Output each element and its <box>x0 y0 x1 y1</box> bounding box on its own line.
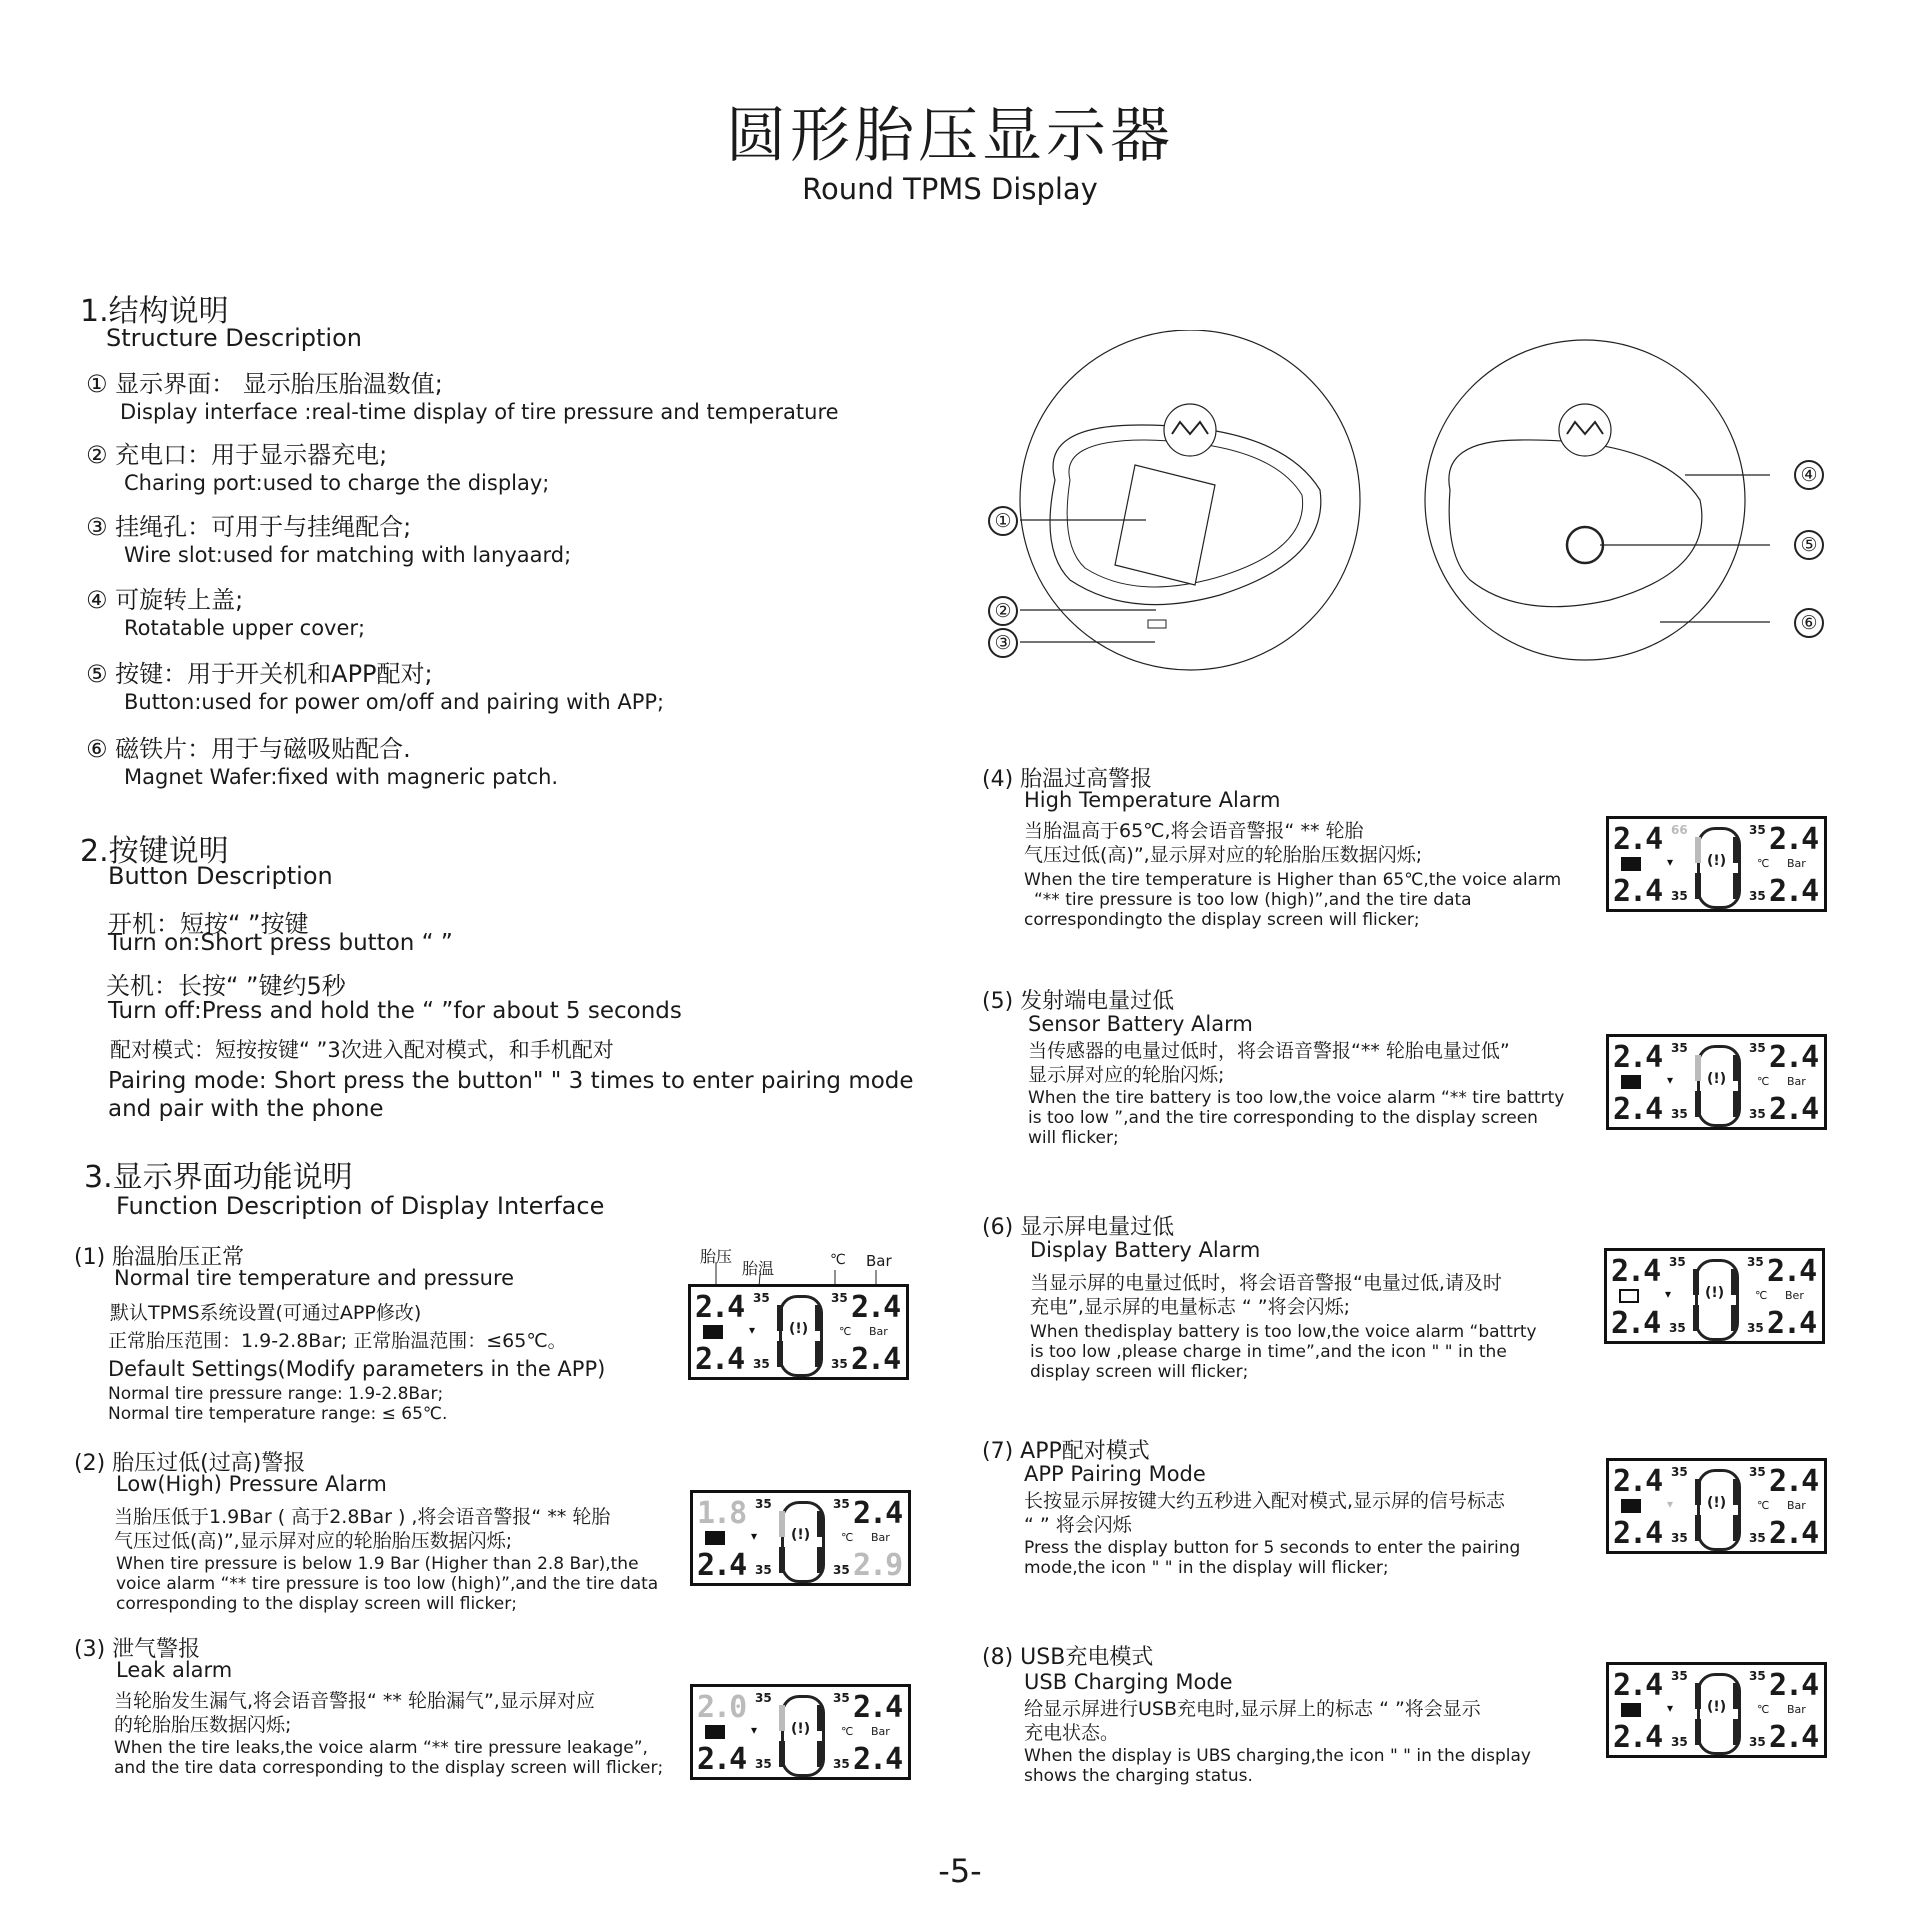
f2-line2: 气压过低(高)”,显示屏对应的轮胎胎压数据闪烁; <box>114 1530 513 1552</box>
callout-1: ① <box>988 506 1018 536</box>
f5-title: (5) 发射端电量过低 <box>982 989 1175 1014</box>
tire-warning-icon: (!) <box>789 1321 809 1337</box>
f6-line4: is too low ,please charge in time”,and the icon " " in the <box>1030 1342 1507 1362</box>
f2-line5: corresponding to the display screen will flicker; <box>116 1594 517 1614</box>
lcd-bar-label: Ber <box>1785 1289 1804 1302</box>
turn-on-en: Turn on:Short press button “ ” <box>108 930 453 956</box>
item-number: ② <box>86 441 108 469</box>
battery-icon <box>705 1531 725 1545</box>
tire-fr-icon <box>1733 1479 1739 1505</box>
lcd-temp-front-left: 35 <box>755 1691 772 1705</box>
lcd-pressure-front-left: 2.4 <box>1613 1464 1662 1499</box>
lcd-temp-front-left: 35 <box>1671 1669 1688 1683</box>
battery-icon <box>1619 1289 1639 1303</box>
lcd-temp-front-right: 35 <box>1749 1041 1766 1055</box>
tire-rl-icon <box>779 1741 785 1767</box>
f2-line4: voice alarm “** tire pressure is too low (high)”,and the tire data <box>116 1574 659 1594</box>
battery-icon <box>705 1725 725 1739</box>
f6-line5: display screen will flicker; <box>1030 1362 1249 1382</box>
battery-icon <box>703 1325 723 1339</box>
turn-on-cn: 开机：短按“ ”按键 <box>108 910 309 938</box>
f3-line4: and the tire data corresponding to the display screen will flicker; <box>114 1758 664 1778</box>
item-cn: 按键：用于开关机和APP配对; <box>115 660 433 688</box>
structure-item-6 <box>86 729 839 790</box>
tire-rr-icon <box>1733 1719 1739 1745</box>
lcd-pressure-rear-left: 2.4 <box>697 1742 746 1777</box>
f6-line1: 当显示屏的电量过低时，将会语音警报“电量过低,请及时 <box>1030 1272 1502 1294</box>
signal-icon: ▾ <box>749 1323 756 1337</box>
lcd-temp-rear-left: 35 <box>1671 1107 1688 1121</box>
tire-fl-icon <box>779 1705 785 1731</box>
lcd-celsius-label: ℃ <box>841 1531 854 1544</box>
f7-title: (7) APP配对模式 <box>982 1439 1150 1464</box>
tire-fl-icon <box>1693 1269 1699 1295</box>
lcd-temp-rear-left: 35 <box>755 1757 772 1771</box>
item-en: Wire slot:used for matching with lanyaard; <box>124 543 572 567</box>
label-celsius: ℃ <box>830 1252 846 1268</box>
f7-line3: Press the display button for 5 seconds to enter the pairing <box>1024 1538 1521 1558</box>
callout-2: ② <box>988 596 1018 626</box>
tire-fr-icon <box>815 1305 821 1331</box>
tire-rl-icon <box>1693 1305 1699 1331</box>
lcd-temp-rear-left: 35 <box>1671 889 1688 903</box>
f1-line3: Default Settings(Modify parameters in the APP) <box>108 1357 606 1381</box>
lcd-temp-rear-right: 35 <box>833 1757 850 1771</box>
f2-subtitle: Low(High) Pressure Alarm <box>116 1472 387 1496</box>
tire-rl-icon <box>1695 1091 1701 1117</box>
tire-warning-icon: (!) <box>791 1721 811 1737</box>
lcd-pressure-front-left: 2.4 <box>1613 1668 1662 1703</box>
structure-item-5 <box>86 654 839 729</box>
tire-warning-icon: (!) <box>1707 1071 1727 1087</box>
pairing-cn: 配对模式：短按按键“ ”3次进入配对模式，和手机配对 <box>110 1038 614 1062</box>
lcd-pressure-rear-right: 2.4 <box>1767 1306 1816 1341</box>
lcd-pressure-front-right: 2.4 <box>853 1496 902 1531</box>
turn-off-cn: 关机：长按“ ”键约5秒 <box>106 972 346 1000</box>
lcd-pressure-front-left: 2.4 <box>695 1290 744 1325</box>
lcd-pressure-rear-left: 2.4 <box>1613 1516 1662 1551</box>
section2-heading: 2.按键说明 <box>80 834 229 869</box>
lcd-temp-rear-right: 35 <box>831 1357 848 1371</box>
battery-icon <box>1621 1703 1641 1717</box>
tire-rr-icon <box>817 1547 823 1573</box>
lcd-pressure-rear-right: 2.4 <box>1769 1092 1818 1127</box>
f6-subtitle: Display Battery Alarm <box>1030 1238 1261 1262</box>
lcd-screen-f6 <box>1604 1248 1825 1344</box>
lcd-temp-front-left: 35 <box>755 1497 772 1511</box>
tire-rr-icon <box>1733 1515 1739 1541</box>
f1-line5: Normal tire temperature range: ≤ 65℃. <box>108 1404 448 1424</box>
label-temperature: 胎温 <box>742 1259 775 1278</box>
lcd-temp-front-left: 35 <box>1669 1255 1686 1269</box>
f6-title: (6) 显示屏电量过低 <box>982 1215 1175 1240</box>
lcd-pressure-front-left: 1.8 <box>697 1496 746 1531</box>
section1-subheading: Structure Description <box>106 324 362 352</box>
f5-subtitle: Sensor Battery Alarm <box>1028 1012 1253 1036</box>
item-cn: 显示界面： 显示胎压胎温数值; <box>115 370 443 398</box>
callout-6: ⑥ <box>1794 608 1824 638</box>
f1-title: (1) 胎温胎压正常 <box>74 1245 245 1270</box>
lcd-pressure-front-right: 2.4 <box>1769 1464 1818 1499</box>
item-number: ③ <box>86 513 108 541</box>
f7-line4: mode,the icon " " in the display will flicker; <box>1024 1558 1389 1578</box>
lcd-pressure-rear-left: 2.4 <box>697 1548 746 1583</box>
tire-fl-icon <box>1695 837 1701 863</box>
signal-icon: ▾ <box>751 1723 758 1737</box>
f1-line4: Normal tire pressure range: 1.9-2.8Bar; <box>108 1384 444 1404</box>
tire-fl-icon <box>1695 1055 1701 1081</box>
lcd-temp-front-right: 35 <box>1747 1255 1764 1269</box>
item-number: ⑥ <box>86 735 108 763</box>
lcd-screen-f4 <box>1606 816 1827 912</box>
f4-line1: 当胎温高于65℃,将会语音警报“ ** 轮胎 <box>1024 820 1364 842</box>
item-en: Charing port:used to charge the display; <box>124 471 550 495</box>
f3-subtitle: Leak alarm <box>116 1658 233 1682</box>
callout-3: ③ <box>988 628 1018 658</box>
lcd-pressure-front-right: 2.4 <box>1769 822 1818 857</box>
battery-icon <box>1621 1075 1641 1089</box>
tire-rr-icon <box>1731 1305 1737 1331</box>
f5-line4: is too low ”,and the tire corresponding to the display screen <box>1028 1108 1538 1128</box>
lcd-temp-rear-right: 35 <box>1749 1107 1766 1121</box>
section3-subheading: Function Description of Display Interface <box>116 1192 605 1220</box>
tire-rl-icon <box>1695 1515 1701 1541</box>
item-en: Magnet Wafer:fixed with magneric patch. <box>124 765 559 789</box>
item-cn: 可旋转上盖; <box>115 586 244 614</box>
tire-rr-icon <box>1733 873 1739 899</box>
tire-rl-icon <box>1695 1719 1701 1745</box>
lcd-pressure-rear-left: 2.4 <box>1613 1720 1662 1755</box>
lcd-celsius-label: ℃ <box>1755 1289 1768 1302</box>
tire-fl-icon <box>1695 1479 1701 1505</box>
battery-icon <box>1621 857 1641 871</box>
f7-line2: “ ” 将会闪烁 <box>1024 1514 1132 1536</box>
lcd-temp-front-right: 35 <box>831 1291 848 1305</box>
device-back-illustration <box>1425 340 1770 660</box>
item-number: ④ <box>86 586 108 614</box>
lcd-temp-front-left: 35 <box>753 1291 770 1305</box>
lcd-temp-front-right: 35 <box>833 1691 850 1705</box>
structure-item-4 <box>86 580 839 654</box>
tire-fr-icon <box>1733 1055 1739 1081</box>
tire-warning-icon: (!) <box>791 1527 811 1543</box>
lcd-temp-rear-left: 35 <box>1669 1321 1686 1335</box>
lcd-pressure-rear-right: 2.4 <box>851 1342 900 1377</box>
f5-line1: 当传感器的电量过低时，将会语音警报“** 轮胎电量过低” <box>1028 1040 1510 1062</box>
lcd-celsius-label: ℃ <box>1757 1075 1770 1088</box>
structure-item-3 <box>86 507 839 580</box>
f1-line1: 默认TPMS系统设置(可通过APP修改) <box>110 1302 422 1324</box>
item-number: ⑤ <box>86 660 108 688</box>
f8-line4: shows the charging status. <box>1024 1766 1253 1786</box>
lcd-celsius-label: ℃ <box>1757 1499 1770 1512</box>
lcd-temp-rear-right: 35 <box>1749 1735 1766 1749</box>
lcd-temp-rear-left: 35 <box>1671 1735 1688 1749</box>
turn-off-en: Turn off:Press and hold the “ ”for about 5 seconds <box>108 998 682 1024</box>
tire-rr-icon <box>1733 1091 1739 1117</box>
lcd-pressure-front-right: 2.4 <box>853 1690 902 1725</box>
f5-line5: will flicker; <box>1028 1128 1119 1148</box>
label-pressure: 胎压 <box>700 1247 733 1266</box>
f8-line2: 充电状态。 <box>1024 1722 1120 1744</box>
section2-subheading: Button Description <box>108 862 333 890</box>
lcd-bar-label: Bar <box>871 1725 890 1738</box>
f2-line3: When tire pressure is below 1.9 Bar (Higher than 2.8 Bar),the <box>116 1554 639 1574</box>
item-cn: 挂绳孔：可用于与挂绳配合; <box>115 513 412 541</box>
f4-title: (4) 胎温过高警报 <box>982 767 1153 792</box>
lcd-pressure-front-left: 2.4 <box>1613 822 1662 857</box>
structure-item-2 <box>86 435 839 507</box>
lcd-temp-front-left: 35 <box>1671 1465 1688 1479</box>
lcd-temp-rear-right: 35 <box>1749 1531 1766 1545</box>
label-bar: Bar <box>866 1252 892 1270</box>
item-cn: 磁铁片：用于与磁吸贴配合. <box>115 735 411 763</box>
lcd-pressure-front-left: 2.4 <box>1611 1254 1660 1289</box>
tire-warning-icon: (!) <box>1707 1495 1727 1511</box>
f4-line4: “** tire pressure is too low (high)”,and the tire data <box>1034 890 1472 910</box>
lcd-pressure-rear-left: 2.4 <box>1613 1092 1662 1127</box>
lcd-temp-front-left: 66 <box>1671 823 1688 837</box>
f4-subtitle: High Temperature Alarm <box>1024 788 1281 812</box>
f1-subtitle: Normal tire temperature and pressure <box>114 1266 515 1290</box>
f3-line3: When the tire leaks,the voice alarm “** tire pressure leakage”, <box>114 1738 648 1758</box>
signal-icon: ▾ <box>1667 1701 1674 1715</box>
lcd-pressure-rear-right: 2.4 <box>1769 1516 1818 1551</box>
lcd-temp-front-right: 35 <box>1749 823 1766 837</box>
lcd-screen-f7 <box>1606 1458 1827 1554</box>
structure-item-1 <box>86 364 839 435</box>
f8-title: (8) USB充电模式 <box>982 1645 1154 1670</box>
tire-fr-icon <box>1733 837 1739 863</box>
item-en: Button:used for power om/off and pairing with APP; <box>124 690 665 714</box>
tire-rl-icon <box>1695 873 1701 899</box>
lcd-celsius-label: ℃ <box>839 1325 852 1338</box>
signal-icon: ▾ <box>1665 1287 1672 1301</box>
f6-line3: When thedisplay battery is too low,the voice alarm “battrty <box>1030 1322 1537 1342</box>
lcd-temp-rear-right: 35 <box>1749 889 1766 903</box>
lcd-bar-label: Bar <box>1787 857 1806 870</box>
f7-line1: 长按显示屏按键大约五秒进入配对模式,显示屏的信号标志 <box>1024 1490 1506 1512</box>
f4-line2: 气压过低(高)”,显示屏对应的轮胎胎压数据闪烁; <box>1024 844 1423 866</box>
lcd-pressure-rear-left: 2.4 <box>1613 874 1662 909</box>
tire-fr-icon <box>1733 1683 1739 1709</box>
lcd-pressure-rear-right: 2.4 <box>1769 874 1818 909</box>
page-number: -5- <box>938 1852 982 1890</box>
lcd-pressure-front-right: 2.4 <box>1767 1254 1816 1289</box>
pairing-en-1: Pairing mode: Short press the button" " 3 times to enter pairing mode <box>108 1068 914 1094</box>
lcd-celsius-label: ℃ <box>1757 1703 1770 1716</box>
lcd-temp-rear-right: 35 <box>1747 1321 1764 1335</box>
tire-fl-icon <box>779 1511 785 1537</box>
structure-list <box>86 364 839 790</box>
tire-warning-icon: (!) <box>1707 1699 1727 1715</box>
tire-rr-icon <box>815 1341 821 1367</box>
battery-icon <box>1621 1499 1641 1513</box>
tire-rr-icon <box>817 1741 823 1767</box>
page-subtitle: Round TPMS Display <box>802 172 1098 206</box>
item-number: ① <box>86 370 108 398</box>
lcd-pressure-front-left: 2.0 <box>697 1690 746 1725</box>
f4-line3: When the tire temperature is Higher than 65℃,the voice alarm <box>1024 870 1562 890</box>
f2-line1: 当胎压低于1.9Bar ( 高于2.8Bar ) ,将会语音警报“ ** 轮胎 <box>114 1506 611 1528</box>
signal-icon: ▾ <box>1667 1497 1674 1511</box>
f8-subtitle: USB Charging Mode <box>1024 1670 1233 1694</box>
tire-rl-icon <box>777 1341 783 1367</box>
tire-fr-icon <box>817 1705 823 1731</box>
f8-line1: 给显示屏进行USB充电时,显示屏上的标志 “ ”将会显示 <box>1024 1698 1481 1720</box>
lcd-temp-rear-left: 35 <box>1671 1531 1688 1545</box>
lcd-bar-label: Bar <box>1787 1703 1806 1716</box>
tire-fl-icon <box>1695 1683 1701 1709</box>
lcd-pressure-rear-left: 2.4 <box>695 1342 744 1377</box>
signal-icon: ▾ <box>1667 1073 1674 1087</box>
lcd-screen-f1 <box>688 1284 909 1380</box>
f1-line2: 正常胎压范围：1.9-2.8Bar; 正常胎温范围：≤65℃。 <box>108 1330 567 1352</box>
tire-warning-icon: (!) <box>1707 853 1727 869</box>
lcd-pressure-front-right: 2.4 <box>1769 1668 1818 1703</box>
lcd-pressure-rear-right: 2.9 <box>853 1548 902 1583</box>
tire-fr-icon <box>1731 1269 1737 1295</box>
f8-line3: When the display is UBS charging,the icon " " in the display <box>1024 1746 1531 1766</box>
item-cn: 充电口：用于显示器充电; <box>115 441 388 469</box>
lcd-screen-f3 <box>690 1684 911 1780</box>
lcd-celsius-label: ℃ <box>1757 857 1770 870</box>
tire-rl-icon <box>779 1547 785 1573</box>
pairing-en-2: and pair with the phone <box>108 1096 384 1122</box>
lcd-temp-rear-left: 35 <box>753 1357 770 1371</box>
lcd-bar-label: Bar <box>1787 1075 1806 1088</box>
lcd-pressure-rear-right: 2.4 <box>1769 1720 1818 1755</box>
f5-line2: 显示屏对应的轮胎闪烁; <box>1028 1064 1225 1086</box>
lcd-temp-rear-right: 35 <box>833 1563 850 1577</box>
signal-icon: ▾ <box>751 1529 758 1543</box>
lcd-screen-f2 <box>690 1490 911 1586</box>
callout-5: ⑤ <box>1794 530 1824 560</box>
item-en: Display interface :real-time display of tire pressure and temperature <box>120 400 839 424</box>
lcd-pressure-front-right: 2.4 <box>1769 1040 1818 1075</box>
lcd-celsius-label: ℃ <box>841 1725 854 1738</box>
lcd-bar-label: Bar <box>871 1531 890 1544</box>
lcd-temp-front-right: 35 <box>833 1497 850 1511</box>
f5-line3: When the tire battery is too low,the voice alarm “** tire battrty <box>1028 1088 1565 1108</box>
tire-fr-icon <box>817 1511 823 1537</box>
item-en: Rotatable upper cover; <box>124 616 366 640</box>
f3-line2: 的轮胎胎压数据闪烁; <box>114 1714 292 1736</box>
lcd-temp-front-right: 35 <box>1749 1465 1766 1479</box>
signal-icon: ▾ <box>1667 855 1674 869</box>
lcd-bar-label: Bar <box>869 1325 888 1338</box>
callout-4: ④ <box>1794 460 1824 490</box>
f3-title: (3) 泄气警报 <box>74 1637 201 1662</box>
lcd-temp-front-right: 35 <box>1749 1669 1766 1683</box>
f3-line1: 当轮胎发生漏气,将会语音警报“ ** 轮胎漏气”,显示屏对应 <box>114 1690 595 1712</box>
lcd-pressure-front-left: 2.4 <box>1613 1040 1662 1075</box>
f6-line2: 充电”,显示屏的电量标志 “ ”将会闪烁; <box>1030 1296 1351 1318</box>
lcd-pressure-rear-right: 2.4 <box>853 1742 902 1777</box>
lcd-screen-f5 <box>1606 1034 1827 1130</box>
f4-line5: correspondingto the display screen will flicker; <box>1024 910 1420 930</box>
lcd-bar-label: Bar <box>1787 1499 1806 1512</box>
device-front-illustration <box>1020 330 1360 670</box>
section1-heading: 1.结构说明 <box>80 294 229 329</box>
tire-warning-icon: (!) <box>1705 1285 1725 1301</box>
f7-subtitle: APP Pairing Mode <box>1024 1462 1206 1486</box>
page-title: 圆形胎压显示器 <box>726 101 1174 171</box>
lcd-temp-rear-left: 35 <box>755 1563 772 1577</box>
tire-fl-icon <box>777 1305 783 1331</box>
section3-heading: 3.显示界面功能说明 <box>84 1160 353 1195</box>
device-diagram <box>980 330 1840 690</box>
lcd-temp-front-left: 35 <box>1671 1041 1688 1055</box>
lcd-screen-f8 <box>1606 1662 1827 1758</box>
lcd-pressure-front-right: 2.4 <box>851 1290 900 1325</box>
f2-title: (2) 胎压过低(过高)警报 <box>74 1451 306 1476</box>
lcd-pressure-rear-left: 2.4 <box>1611 1306 1660 1341</box>
